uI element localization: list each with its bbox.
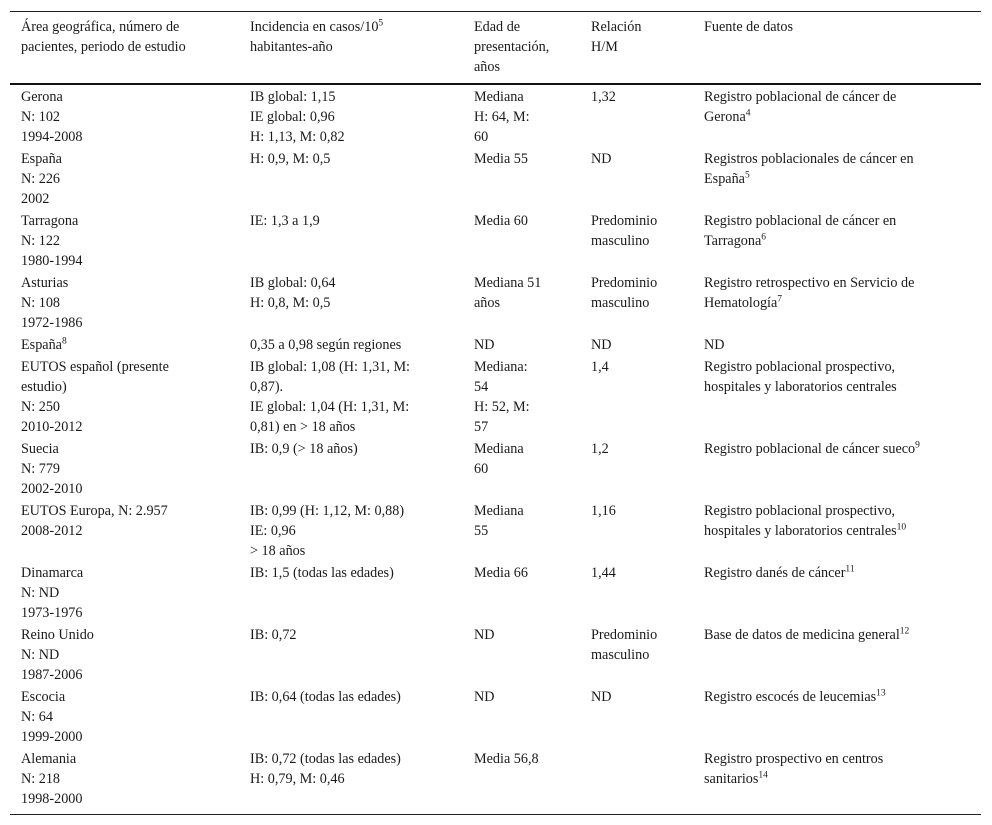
cell-ratio (580, 747, 693, 815)
cell-ratio (580, 147, 693, 209)
table-row (10, 747, 981, 815)
cell-line: Incidencia en casos/$10^5$ (250, 18, 384, 35)
cell-line: N: 218 (21, 771, 61, 787)
cell-line: España (21, 151, 62, 167)
cell-line: IB: 0,64 (todas las edades) (250, 689, 401, 705)
cell-line: Base de datos de medicina general$^{12}$ (704, 626, 910, 643)
cell-area (10, 271, 239, 333)
cell-line: Predominio (591, 213, 658, 229)
cell-line: masculino (591, 647, 650, 663)
reference-superscript: 10 (896, 522, 907, 533)
cell-line: IE: 1,3 a 1,9 (250, 213, 320, 229)
cell-line: años (474, 295, 501, 311)
cell-source (693, 747, 981, 815)
cell-area (10, 623, 239, 685)
cell-area (10, 499, 239, 561)
cell-line: estudio) (21, 379, 67, 395)
table-row (10, 271, 981, 333)
cell-line: masculino (591, 295, 650, 311)
reference-superscript: 13 (876, 688, 886, 699)
cell-line: 1987-2006 (21, 667, 83, 683)
cell-ratio (580, 355, 693, 437)
cell-ratio (580, 561, 693, 623)
cell-line: EUTOS Europa, N: 2.957 (21, 503, 168, 519)
cell-incidence (239, 623, 463, 685)
cell-line: 2010-2012 (21, 419, 83, 435)
table-row (10, 147, 981, 209)
cell-line: N: 226 (21, 171, 61, 187)
cell-incidence (239, 747, 463, 815)
cell-line: presentación, (474, 39, 550, 55)
cell-line: 57 (474, 419, 489, 435)
cell-line: Registros poblacionales de cáncer en (704, 151, 914, 167)
cell-line: ND (474, 689, 495, 705)
reference-superscript: 11 (845, 564, 855, 575)
table-row (10, 499, 981, 561)
cell-line: 54 (474, 379, 489, 395)
cell-area (10, 209, 239, 271)
cell-source (693, 271, 981, 333)
cell-ratio (580, 271, 693, 333)
reference-superscript: 5 (744, 170, 750, 181)
cell-line: N: 108 (21, 295, 61, 311)
cell-line: H: 0,9, M: 0,5 (250, 151, 331, 167)
cell-ratio (580, 209, 693, 271)
cell-area (10, 685, 239, 747)
cell-age (463, 333, 580, 355)
cell-source (693, 685, 981, 747)
reference-superscript: 8 (61, 336, 67, 347)
cell-line: sanitarios$^{14}$ (704, 770, 768, 787)
cell-ratio (580, 623, 693, 685)
cell-line: 1,16 (591, 503, 616, 519)
cell-line: EUTOS español (presente (21, 359, 169, 375)
cell-area (10, 747, 239, 815)
cell-incidence (239, 499, 463, 561)
cell-ratio (580, 685, 693, 747)
cell-area (10, 355, 239, 437)
header-area (10, 12, 239, 85)
cell-ratio (580, 437, 693, 499)
cell-line: IB global: 0,64 (250, 275, 336, 291)
cell-line: N: ND (21, 585, 60, 601)
cell-line: ND (591, 689, 612, 705)
cell-line: España$^8$ (21, 336, 67, 353)
table-header (10, 12, 981, 85)
cell-line: Registro poblacional de cáncer en (704, 213, 897, 229)
cell-line: IE: 0,96 (250, 523, 296, 539)
cell-source (693, 561, 981, 623)
cell-line: 1,44 (591, 565, 616, 581)
cell-incidence (239, 147, 463, 209)
cell-line: Gerona (21, 89, 63, 105)
cell-line: 1,2 (591, 441, 609, 457)
cell-source (693, 355, 981, 437)
table-row (10, 685, 981, 747)
cell-line: Predominio (591, 275, 658, 291)
cell-incidence (239, 355, 463, 437)
cell-line: 1,4 (591, 359, 609, 375)
cell-line: Alemania (21, 751, 77, 767)
table-row (10, 355, 981, 437)
cell-line: ND (474, 627, 495, 643)
cell-line: IB: 0,9 (> 18 años) (250, 441, 358, 457)
table-row (10, 561, 981, 623)
cell-source (693, 437, 981, 499)
cell-incidence (239, 271, 463, 333)
cell-line: Registro danés de cáncer$^{11}$ (704, 564, 855, 581)
cell-line: Media 56,8 (474, 751, 539, 767)
header-source (693, 12, 981, 85)
cell-line: N: 64 (21, 709, 53, 725)
cell-line: Mediana 51 (474, 275, 542, 291)
cell-ratio (580, 333, 693, 355)
cell-line: 1998-2000 (21, 791, 83, 807)
cell-line: H: 0,8, M: 0,5 (250, 295, 331, 311)
cell-age (463, 271, 580, 333)
cell-line: Registro poblacional prospectivo, (704, 503, 896, 519)
cell-line: ND (704, 337, 725, 353)
incidence-table (10, 11, 981, 815)
cell-source (693, 333, 981, 355)
cell-line: H: 0,79, M: 0,46 (250, 771, 345, 787)
cell-line: Suecia (21, 441, 59, 457)
cell-incidence (239, 561, 463, 623)
incidence-table-container (10, 11, 981, 815)
cell-line: Dinamarca (21, 565, 84, 581)
cell-area (10, 84, 239, 147)
reference-superscript: 14 (758, 770, 768, 781)
cell-line: H: 1,13, M: 0,82 (250, 129, 345, 145)
cell-line: IE global: 1,04 (H: 1,31, M: (250, 399, 410, 415)
cell-line: hospitales y laboratorios centrales$^{10}$ (704, 522, 907, 539)
cell-line: masculino (591, 233, 650, 249)
cell-line: 0,87). (250, 379, 284, 395)
cell-age (463, 623, 580, 685)
cell-line: > 18 años (250, 543, 306, 559)
cell-incidence (239, 685, 463, 747)
cell-line: 1972-1986 (21, 315, 83, 331)
cell-incidence (239, 84, 463, 147)
header-ratio (580, 12, 693, 85)
cell-line: años (474, 59, 501, 75)
cell-ratio (580, 499, 693, 561)
cell-age (463, 84, 580, 147)
cell-incidence (239, 437, 463, 499)
cell-source (693, 499, 981, 561)
cell-line: Tarragona$^6$ (704, 232, 767, 249)
cell-line: IB global: 1,15 (250, 89, 336, 105)
cell-line: H/M (591, 39, 618, 55)
header-row (10, 12, 981, 85)
cell-line: Asturias (21, 275, 69, 291)
cell-line: Registro poblacional de cáncer de (704, 89, 897, 105)
cell-area (10, 333, 239, 355)
cell-line: Mediana: (474, 359, 528, 375)
cell-line: IB global: 1,08 (H: 1,31, M: (250, 359, 410, 375)
cell-age (463, 499, 580, 561)
table-row (10, 623, 981, 685)
cell-line: Mediana (474, 441, 524, 457)
cell-age (463, 355, 580, 437)
reference-superscript: 4 (745, 108, 751, 119)
cell-line: 60 (474, 129, 489, 145)
cell-line: España$^5$ (704, 170, 750, 187)
cell-line: Hematología$^7$ (704, 294, 783, 311)
cell-line: Registro poblacional prospectivo, (704, 359, 896, 375)
cell-line: Fuente de datos (704, 19, 794, 35)
cell-line: N: 779 (21, 461, 61, 477)
cell-line: 2002 (21, 191, 50, 207)
cell-line: Media 60 (474, 213, 528, 229)
table-row (10, 333, 981, 355)
cell-line: Edad de (474, 19, 521, 35)
cell-line: Registro poblacional de cáncer sueco$^9$ (704, 440, 920, 457)
cell-age (463, 747, 580, 815)
cell-line: Reino Unido (21, 627, 94, 643)
cell-line: N: 102 (21, 109, 61, 125)
table-row (10, 209, 981, 271)
cell-line: 1980-1994 (21, 253, 83, 269)
cell-line: Media 55 (474, 151, 528, 167)
cell-age (463, 685, 580, 747)
reference-superscript: 6 (761, 232, 767, 243)
cell-line: Tarragona (21, 213, 79, 229)
cell-source (693, 209, 981, 271)
cell-line: Predominio (591, 627, 658, 643)
cell-line: 1994-2008 (21, 129, 83, 145)
cell-age (463, 147, 580, 209)
cell-line: 0,81) en > 18 años (250, 419, 356, 435)
cell-area (10, 437, 239, 499)
cell-line: 55 (474, 523, 489, 539)
cell-line: Mediana (474, 503, 524, 519)
cell-line: IE global: 0,96 (250, 109, 335, 125)
table-row (10, 437, 981, 499)
cell-line: Relación (591, 19, 642, 35)
cell-source (693, 623, 981, 685)
cell-line: IB: 1,5 (todas las edades) (250, 565, 394, 581)
cell-line: ND (474, 337, 495, 353)
cell-line: 1973-1976 (21, 605, 83, 621)
cell-line: 60 (474, 461, 489, 477)
cell-line: 2008-2012 (21, 523, 83, 539)
cell-line: hospitales y laboratorios centrales (704, 379, 897, 395)
cell-line: ND (591, 337, 612, 353)
reference-superscript: 12 (899, 626, 910, 637)
reference-superscript: 7 (777, 294, 783, 305)
table-body (10, 84, 981, 815)
cell-line: 0,35 a 0,98 según regiones (250, 337, 402, 353)
cell-source (693, 147, 981, 209)
cell-line: Escocia (21, 689, 66, 705)
cell-line: Área geográfica, número de (21, 19, 180, 35)
cell-line: Registro prospectivo en centros (704, 751, 884, 767)
cell-source (693, 84, 981, 147)
cell-incidence (239, 333, 463, 355)
cell-age (463, 209, 580, 271)
cell-age (463, 437, 580, 499)
table-row (10, 84, 981, 147)
cell-line: ND (591, 151, 612, 167)
cell-line: Registro escocés de leucemias$^{13}$ (704, 688, 886, 705)
cell-line: 2002-2010 (21, 481, 83, 497)
cell-line: 1,32 (591, 89, 616, 105)
cell-ratio (580, 84, 693, 147)
reference-superscript: 9 (915, 440, 920, 451)
cell-line: N: 250 (21, 399, 61, 415)
cell-line: H: 52, M: (474, 399, 530, 415)
cell-line: N: ND (21, 647, 60, 663)
cell-line: H: 64, M: (474, 109, 530, 125)
cell-line: Media 66 (474, 565, 528, 581)
cell-age (463, 561, 580, 623)
cell-line: pacientes, periodo de estudio (21, 39, 186, 55)
cell-line: IB: 0,99 (H: 1,12, M: 0,88) (250, 503, 405, 519)
cell-line: Mediana (474, 89, 524, 105)
cell-line: habitantes-año (250, 39, 333, 55)
header-incidence (239, 12, 463, 85)
reference-superscript: 5 (378, 18, 384, 29)
cell-line: N: 122 (21, 233, 61, 249)
cell-area (10, 561, 239, 623)
header-age (463, 12, 580, 85)
cell-line: Gerona$^4$ (704, 108, 751, 125)
cell-incidence (239, 209, 463, 271)
cell-line: IB: 0,72 (250, 627, 297, 643)
cell-line: Registro retrospectivo en Servicio de (704, 275, 915, 291)
cell-line: IB: 0,72 (todas las edades) (250, 751, 401, 767)
cell-area (10, 147, 239, 209)
cell-line: 1999-2000 (21, 729, 83, 745)
